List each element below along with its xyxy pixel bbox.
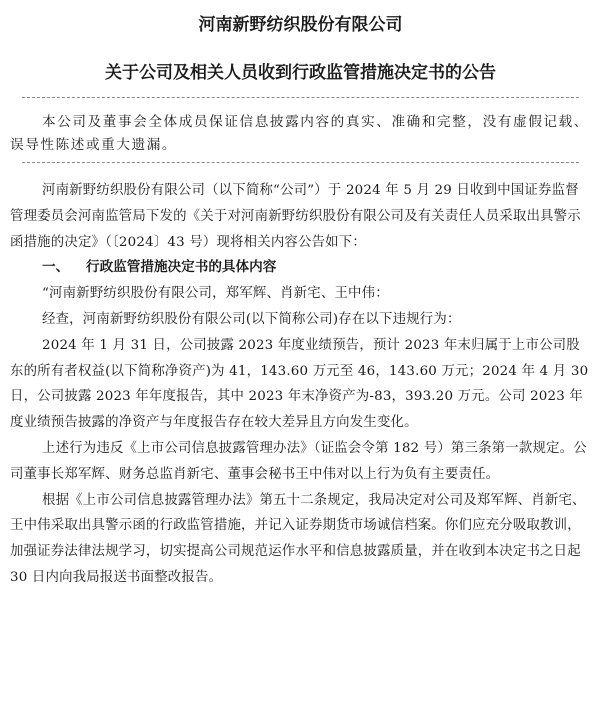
addressees-paragraph: “河南新野纺织股份有限公司，郑军辉、肖新宅、王中伟： [42, 286, 389, 302]
announcement-body [10, 178, 592, 591]
rule-breach-paragraph: 上述行为违反《上市公司信息披露管理办法》（证监会令第 182 号）第三条第一款规定。公司董事长郑军辉、财务总监肖新宅、董事会秘书王中伟对以上行为负有主要责任。 [10, 440, 587, 482]
section-number: 一、 [42, 259, 70, 276]
company-title: 河南新野纺织股份有限公司 [198, 15, 403, 35]
intro-paragraph: 河南新野纺织股份有限公司（以下简称“公司”）于 2024 年 5 月 29 日收到中国证券监督管理委员会河南监管局下发的《关于对河南新野纺织股份有限公司及有关责任人员采取出具警示函措施的决定》（〔2024〕43 号）现将相关内容公告如下： [10, 183, 581, 250]
decision-paragraph: 根据《上市公司信息披露管理办法》第五十二条规定，我局决定对公司及郑军辉、肖新宅、王中伟采取出具警示函的行政监管措施，并记入证券期货市场诚信档案。你们应充分吸取教训，加强证券法律法规学习，切实提高公司规范运作水平和信息披露质量，并在收到本决定书之日起 30 日内向我局报送书面整改报告。 [10, 492, 586, 585]
section-title: 行政监管措施决定书的具体内容 [86, 259, 277, 276]
section-heading [10, 255, 592, 281]
finding-paragraph: 经查，河南新野纺织股份有限公司(以下简称公司)存在以下违规行为： [42, 311, 461, 327]
notice-title: 关于公司及相关人员收到行政监管措施决定书的公告 [105, 63, 496, 83]
disclaimer-text: 本公司及董事会全体成员保证信息披露内容的真实、准确和完整，没有虚假记载、误导性陈述或重大遗漏。 [10, 114, 589, 153]
violation-paragraph: 2024 年 1 月 31 日，公司披露 2023 年度业绩预告，预计 2023 年末归属于上市公司股东的所有者权益(以下简称净资产)为 41，143.60 万元至 46，143.60 万元；2024 年 4 月 30 日，公司披露 2023 年年度报告，其中 2023 年末净资产为-83，393.20 万元。公司 2023 年度业绩预告披露的净资产与年度报告存在较大差异且方向发生变化。 [10, 337, 589, 431]
disclaimer-bottom-divider [22, 162, 579, 163]
disclaimer-top-divider [22, 97, 579, 98]
